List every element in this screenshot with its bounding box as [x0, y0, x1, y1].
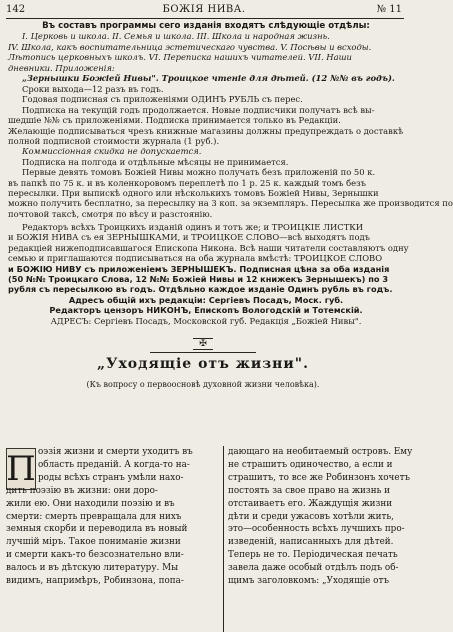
sub-line: можно получить бесплатно, за пересылку на 3 коп. за экземпляръ. Пересылка же производится по: [8, 198, 453, 209]
left-line: область преданій. А когда-то на-: [38, 459, 190, 470]
editor-line: и БОЖІЮ НИВУ съ приложеніемъ ЗЕРНЫШЕКЪ. Подписная цѣна за оба изданія: [8, 263, 390, 274]
editor-line: и БОЖІЯ НИВА съ ея ЗЕРНЫШКАМИ, и ТРОИЦКОЕ СЛОВО—всѣ выходятъ подъ: [8, 232, 371, 243]
issue-number: № 11: [376, 4, 402, 15]
right-line: страшитъ, то все же Робинзонъ хочетъ: [228, 472, 411, 483]
left-line: жили ею. Они находили поэзію и въ: [6, 498, 175, 509]
program-block: [8, 21, 404, 83]
sub-line: пересылки. При выпискѣ одного или нѣсколькихъ томовъ Божіей Нивы, Зернышки: [8, 188, 379, 199]
editor-line: рубля съ пересылкою въ годъ. Отдѣльно каждое изданіе Одинъ рубль въ годъ.: [8, 284, 393, 295]
program-line: IV. Школа, какъ воспитательница эстетическаго чувства. V. Посѣвы и всходы.: [8, 41, 372, 52]
editor-line: редакціей нижеподписавшагося Епископа Никона. Всѣ наши читатели составляютъ одну: [8, 242, 409, 253]
left-line: смерти: смерть превращала для нихъ: [6, 511, 182, 522]
left-line: видимъ, напримѣръ, Робинзона, попа-: [6, 576, 184, 587]
right-line: завела даже особый отдѣлъ подъ об-: [228, 563, 399, 574]
journal-title: БОЖІЯ НИВА.: [162, 4, 246, 15]
editor-signature: Редакторъ цензоръ НИКОНЪ, Епископъ Вологодскій и Тотемскій.: [49, 305, 363, 316]
page-header: [6, 3, 402, 17]
editor-line: Адресъ общій ихъ редакціи: Сергіевъ Посадъ, Моск. губ.: [68, 294, 344, 305]
right-line: дающаго на необитаемый островъ. Ему: [228, 447, 413, 457]
sub-line: шедшіе №№ съ приложеніями. Подписка принимается только въ Редакціи.: [8, 115, 341, 126]
article-column-right: [228, 446, 413, 588]
program-heading: Въ составъ программы сего изданія входятъ слѣдующіе отдѣлы:: [42, 21, 370, 31]
left-line: земныя скорби и переводила въ новый: [6, 524, 188, 535]
article-column-left: [6, 446, 219, 588]
cross-ornament: ✠: [193, 338, 213, 350]
left-line: лучшій міръ. Такое пониманіе жизни: [6, 537, 181, 548]
drop-cap: П: [6, 449, 36, 489]
subscription-block: [8, 84, 453, 219]
right-line: щимъ заголовкомъ: „Уходящіе отъ: [228, 576, 389, 587]
editor-block: [8, 222, 409, 326]
editor-line: семью и приглашаются подписываться на оба журнала вмѣстѣ: ТРОИЦКОЕ СЛОВО: [8, 253, 383, 264]
sub-line: Первые девять томовъ Божіей Нивы можно получать безъ приложеній по 50 к.: [22, 167, 376, 178]
sub-line: Сроки выхода—12 разъ въ годъ.: [22, 84, 164, 94]
sub-line: полной подписной стоимости журнала (1 руб.).: [8, 136, 220, 147]
article-title: „Уходящіе отъ жизни".: [97, 356, 309, 372]
right-line: Теперь не то. Періодическая печать: [228, 550, 398, 561]
sub-line: почтовой таксѣ, смотря по вѣсу и разстоянію.: [8, 208, 213, 219]
program-line: I. Церковь и школа. II. Семья и школа. III. Школа и народная жизнь.: [22, 31, 330, 42]
program-line: „Зернышки Божіей Нивы". Троицкое чтеніе для дѣтей. (12 №№ въ годъ).: [22, 73, 395, 84]
sub-line: Желающіе подписываться чрезъ книжные магазины должны предупреждать о доставкѣ: [8, 125, 404, 136]
editor-line: (50 №№ Троицкаго Слова, 12 №№ Божіей Нивы и 12 книжекъ Зернышекъ) по 3: [8, 274, 389, 285]
right-line: постоять за свое право на жизнь и: [228, 485, 391, 496]
section-ornament: [0, 338, 406, 350]
left-line: оэзія жизни и смерти уходитъ въ: [38, 447, 193, 457]
title-rule: [150, 352, 256, 353]
header-rule: [6, 18, 404, 19]
editor-line: Редакторъ всѣхъ Троицкихъ изданій одинъ и тотъ же; и ТРОИЦКІЕ ЛИСТКИ: [22, 222, 364, 232]
sub-line: Подписка на текущій годъ продолжается. Новые подписчики получатъ всѣ вы-: [22, 104, 375, 115]
sub-line: въ папкѣ по 75 к. и въ коленкоровомъ переплетѣ по 1 р. 25 к. каждый томъ безъ: [8, 177, 366, 188]
left-line: и смерти какъ-то безсознательно вли-: [6, 550, 184, 561]
article-subtitle: (Къ вопросу о первоосновѣ духовной жизни человѣка).: [86, 380, 320, 389]
left-line: валось и въ дѣтскую литературу. Мы: [6, 563, 179, 574]
right-line: это—особенность всѣхъ лучшихъ про-: [228, 524, 405, 535]
left-line: дить поэзію въ жизни: они доро-: [6, 485, 158, 496]
right-line: не страшитъ одиночество, а если и: [228, 459, 393, 470]
sub-line: Подписка на полгода и отдѣльные мѣсяцы не принимается.: [22, 156, 289, 167]
editor-address: АДРЕСЪ: Сергіевъ Посадъ, Московской губ. Редакція „Божіей Нивы".: [50, 315, 362, 326]
page-number: 142: [6, 4, 26, 15]
sub-line: Годовая подписная съ приложеніями ОДИНЪ РУБЛЬ съ перес.: [22, 94, 303, 105]
right-line: отстаиваетъ его. Жаждущія жизни: [228, 498, 393, 509]
column-divider: [223, 446, 224, 632]
left-line: роды всѣхъ странъ умѣли нахо-: [38, 472, 184, 483]
program-line: дневники. Приложенія:: [8, 62, 115, 73]
right-line: изведеній, написанныхъ для дѣтей.: [228, 537, 394, 548]
program-line: Лѣтопись церковныхъ школъ. VI. Переписка нашихъ читателей. VII. Наши: [8, 52, 352, 63]
right-line: дѣти и среди ужасовъ хотѣли жить,: [228, 511, 394, 522]
sub-line: Коммиссіонная скидка не допускается.: [22, 146, 202, 157]
